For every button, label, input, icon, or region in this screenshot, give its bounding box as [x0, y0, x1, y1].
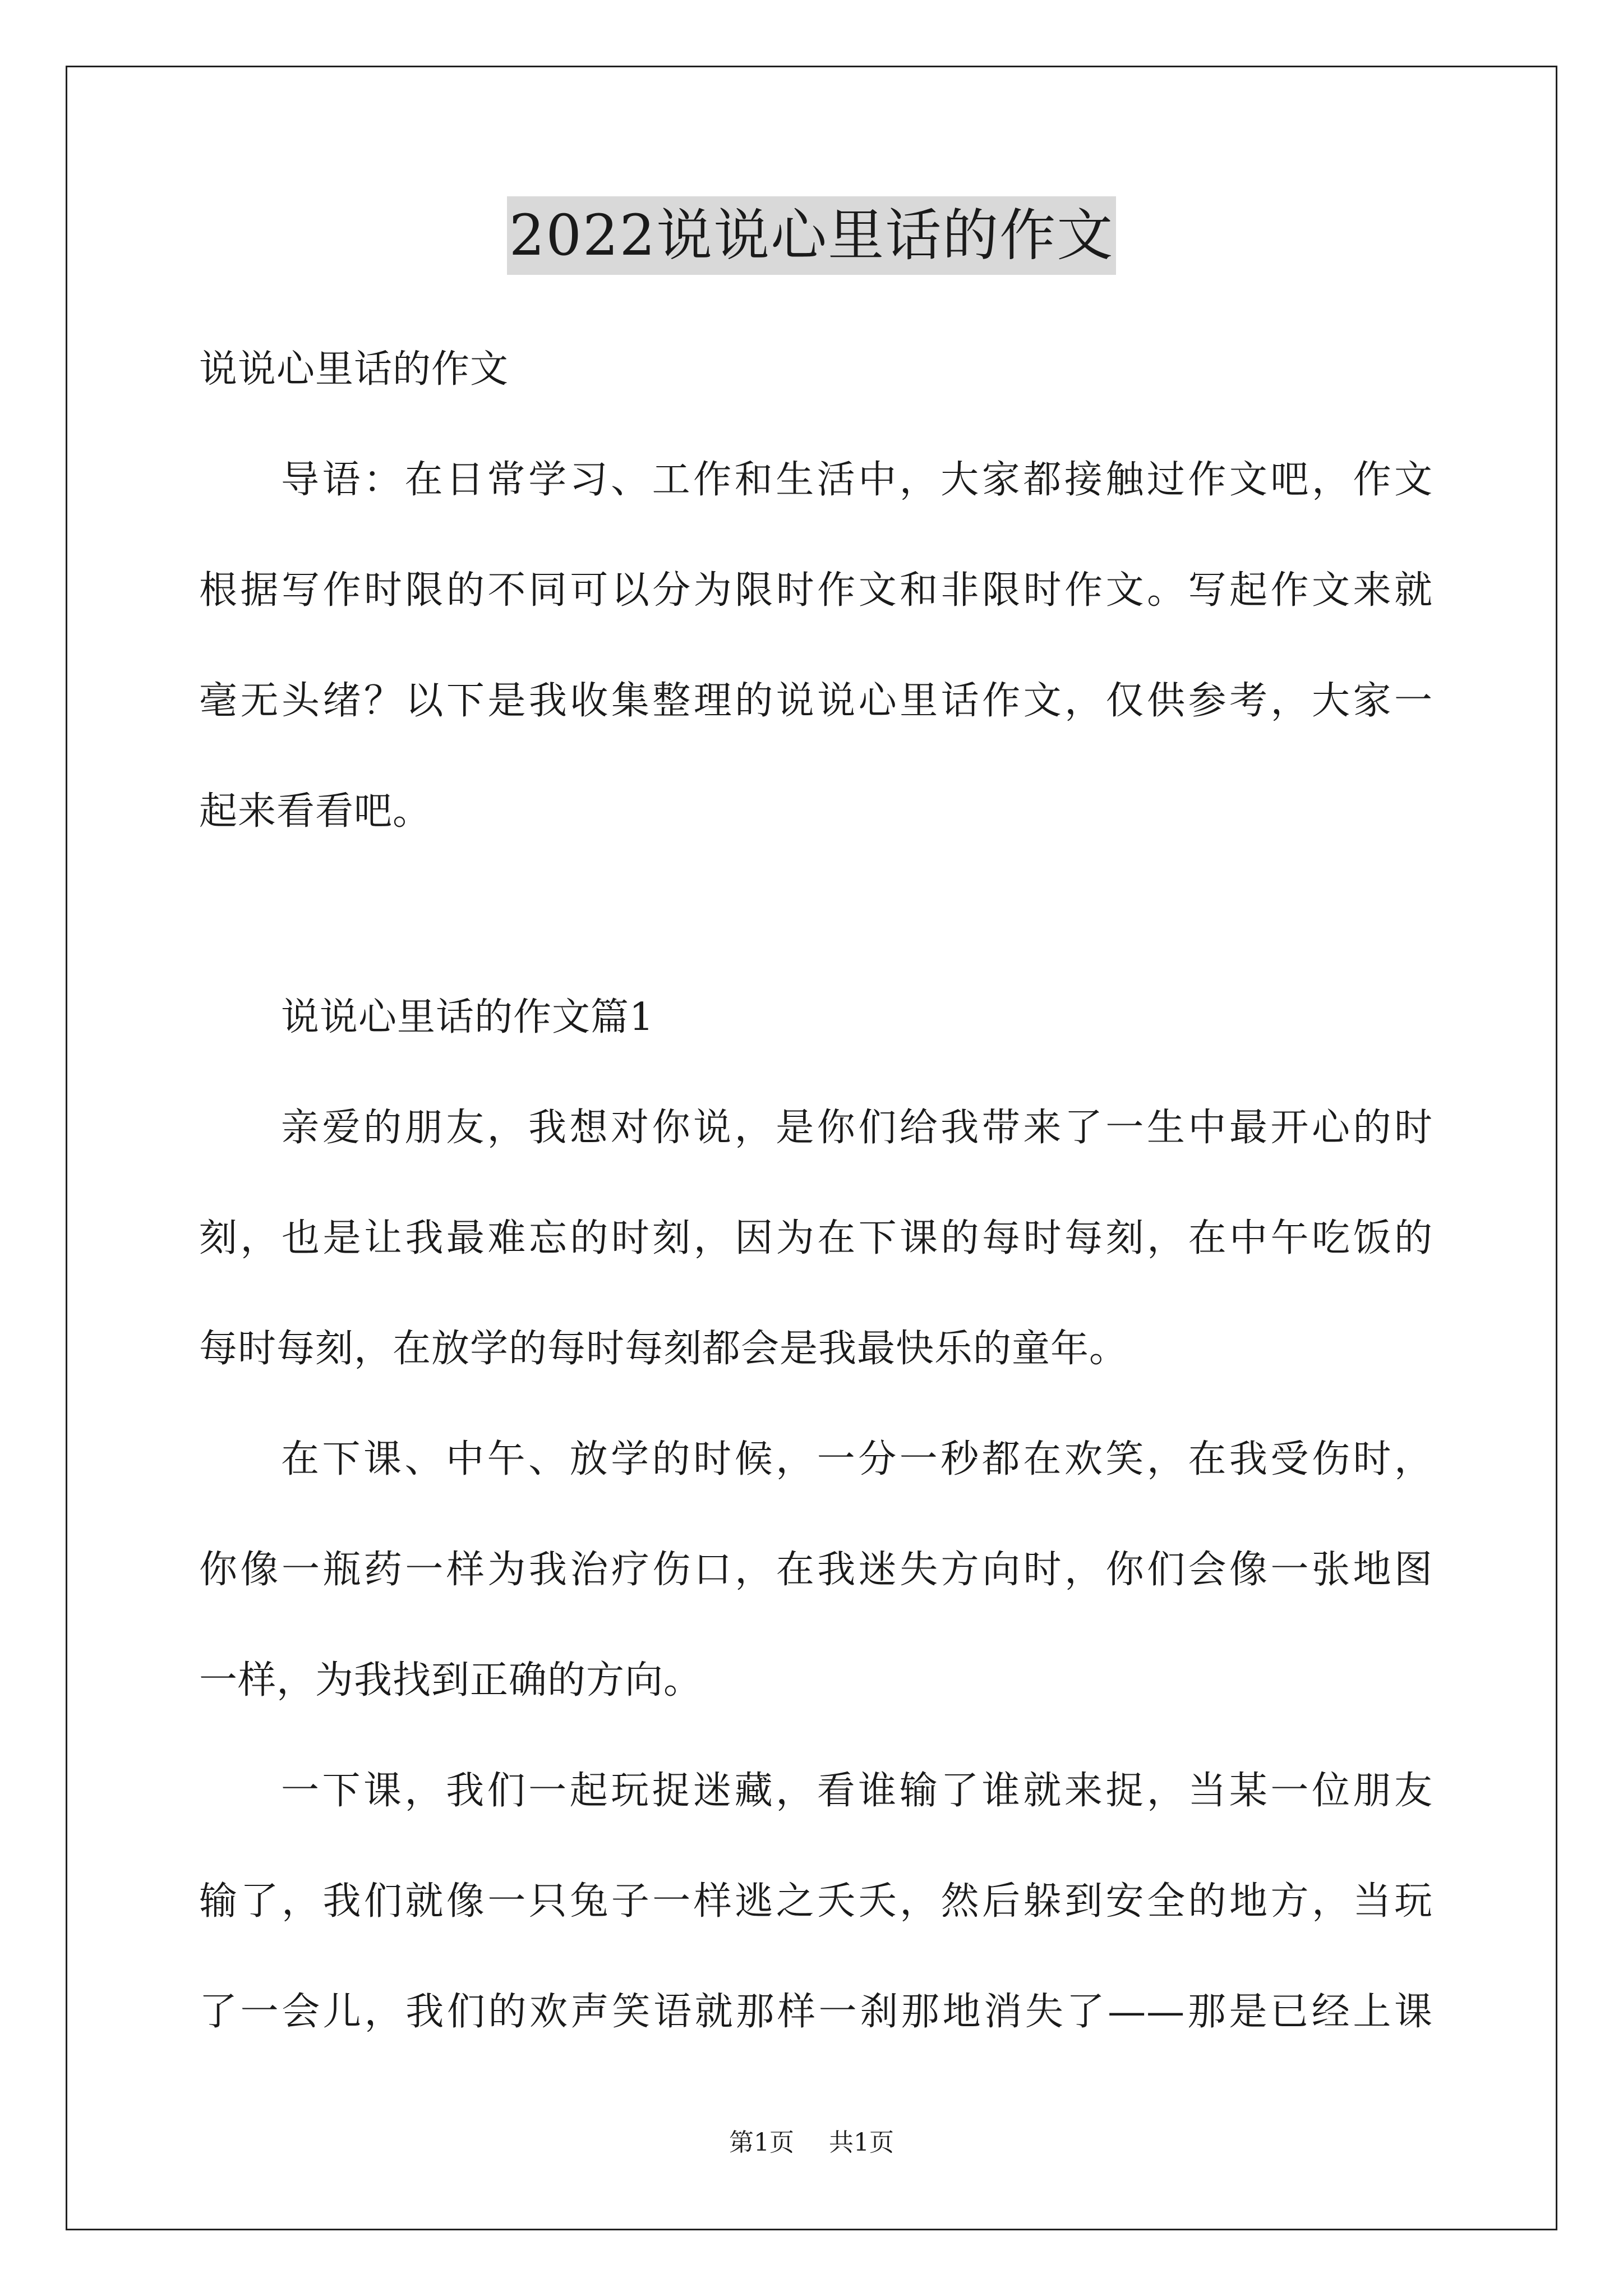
paragraph-line: 一下课，我们一起玩捉迷藏，看谁输了谁就来捉，当某一位朋友: [281, 1769, 1433, 1813]
intro-line: 导语：在日常学习、工作和生活中，大家都接触过作文吧，作文: [281, 458, 1433, 502]
document-title: 2022说说心里话的作文: [507, 196, 1117, 275]
paragraph-line: 一样，为我找到正确的方向。: [199, 1658, 703, 1703]
page-number: 第1页: [729, 2128, 794, 2157]
subtitle: 说说心里话的作文: [199, 347, 509, 392]
section-spacer: [199, 867, 1433, 962]
intro-line: 起来看看吧。: [199, 789, 432, 834]
paragraph-line: 你像一瓶药一样为我治疗伤口，在我迷失方向时，你们会像一张地图: [199, 1548, 1433, 1592]
document-body: [199, 314, 1433, 2067]
intro-line: 根据写作时限的不同可以分为限时作文和非限时作文。写起作文来就: [199, 568, 1433, 613]
section-heading: 说说心里话的作文篇1: [281, 995, 654, 1039]
page-footer: [0, 2126, 1623, 2160]
paragraph-line: 了一会儿，我们的欢声笑语就那样一刹那地消失了——那是已经上课: [199, 1990, 1433, 2034]
title-container: [0, 196, 1623, 275]
paragraph-line: 刻，也是让我最难忘的时刻，因为在下课的每时每刻，在中午吃饭的: [199, 1216, 1433, 1260]
paragraph-line: 在下课、中午、放学的时候，一分一秒都在欢笑，在我受伤时，: [281, 1437, 1433, 1481]
paragraph-line: 每时每刻，在放学的每时每刻都会是我最快乐的童年。: [199, 1327, 1128, 1371]
paragraph-line: 输了，我们就像一只兔子一样逃之夭夭，然后躲到安全的地方，当玩: [199, 1879, 1433, 1924]
intro-line: 毫无头绪？以下是我收集整理的说说心里话作文，仅供参考，大家一: [199, 679, 1433, 723]
paragraph-line: 亲爱的朋友，我想对你说，是你们给我带来了一生中最开心的时: [281, 1106, 1433, 1150]
page-total: 共1页: [829, 2128, 894, 2157]
